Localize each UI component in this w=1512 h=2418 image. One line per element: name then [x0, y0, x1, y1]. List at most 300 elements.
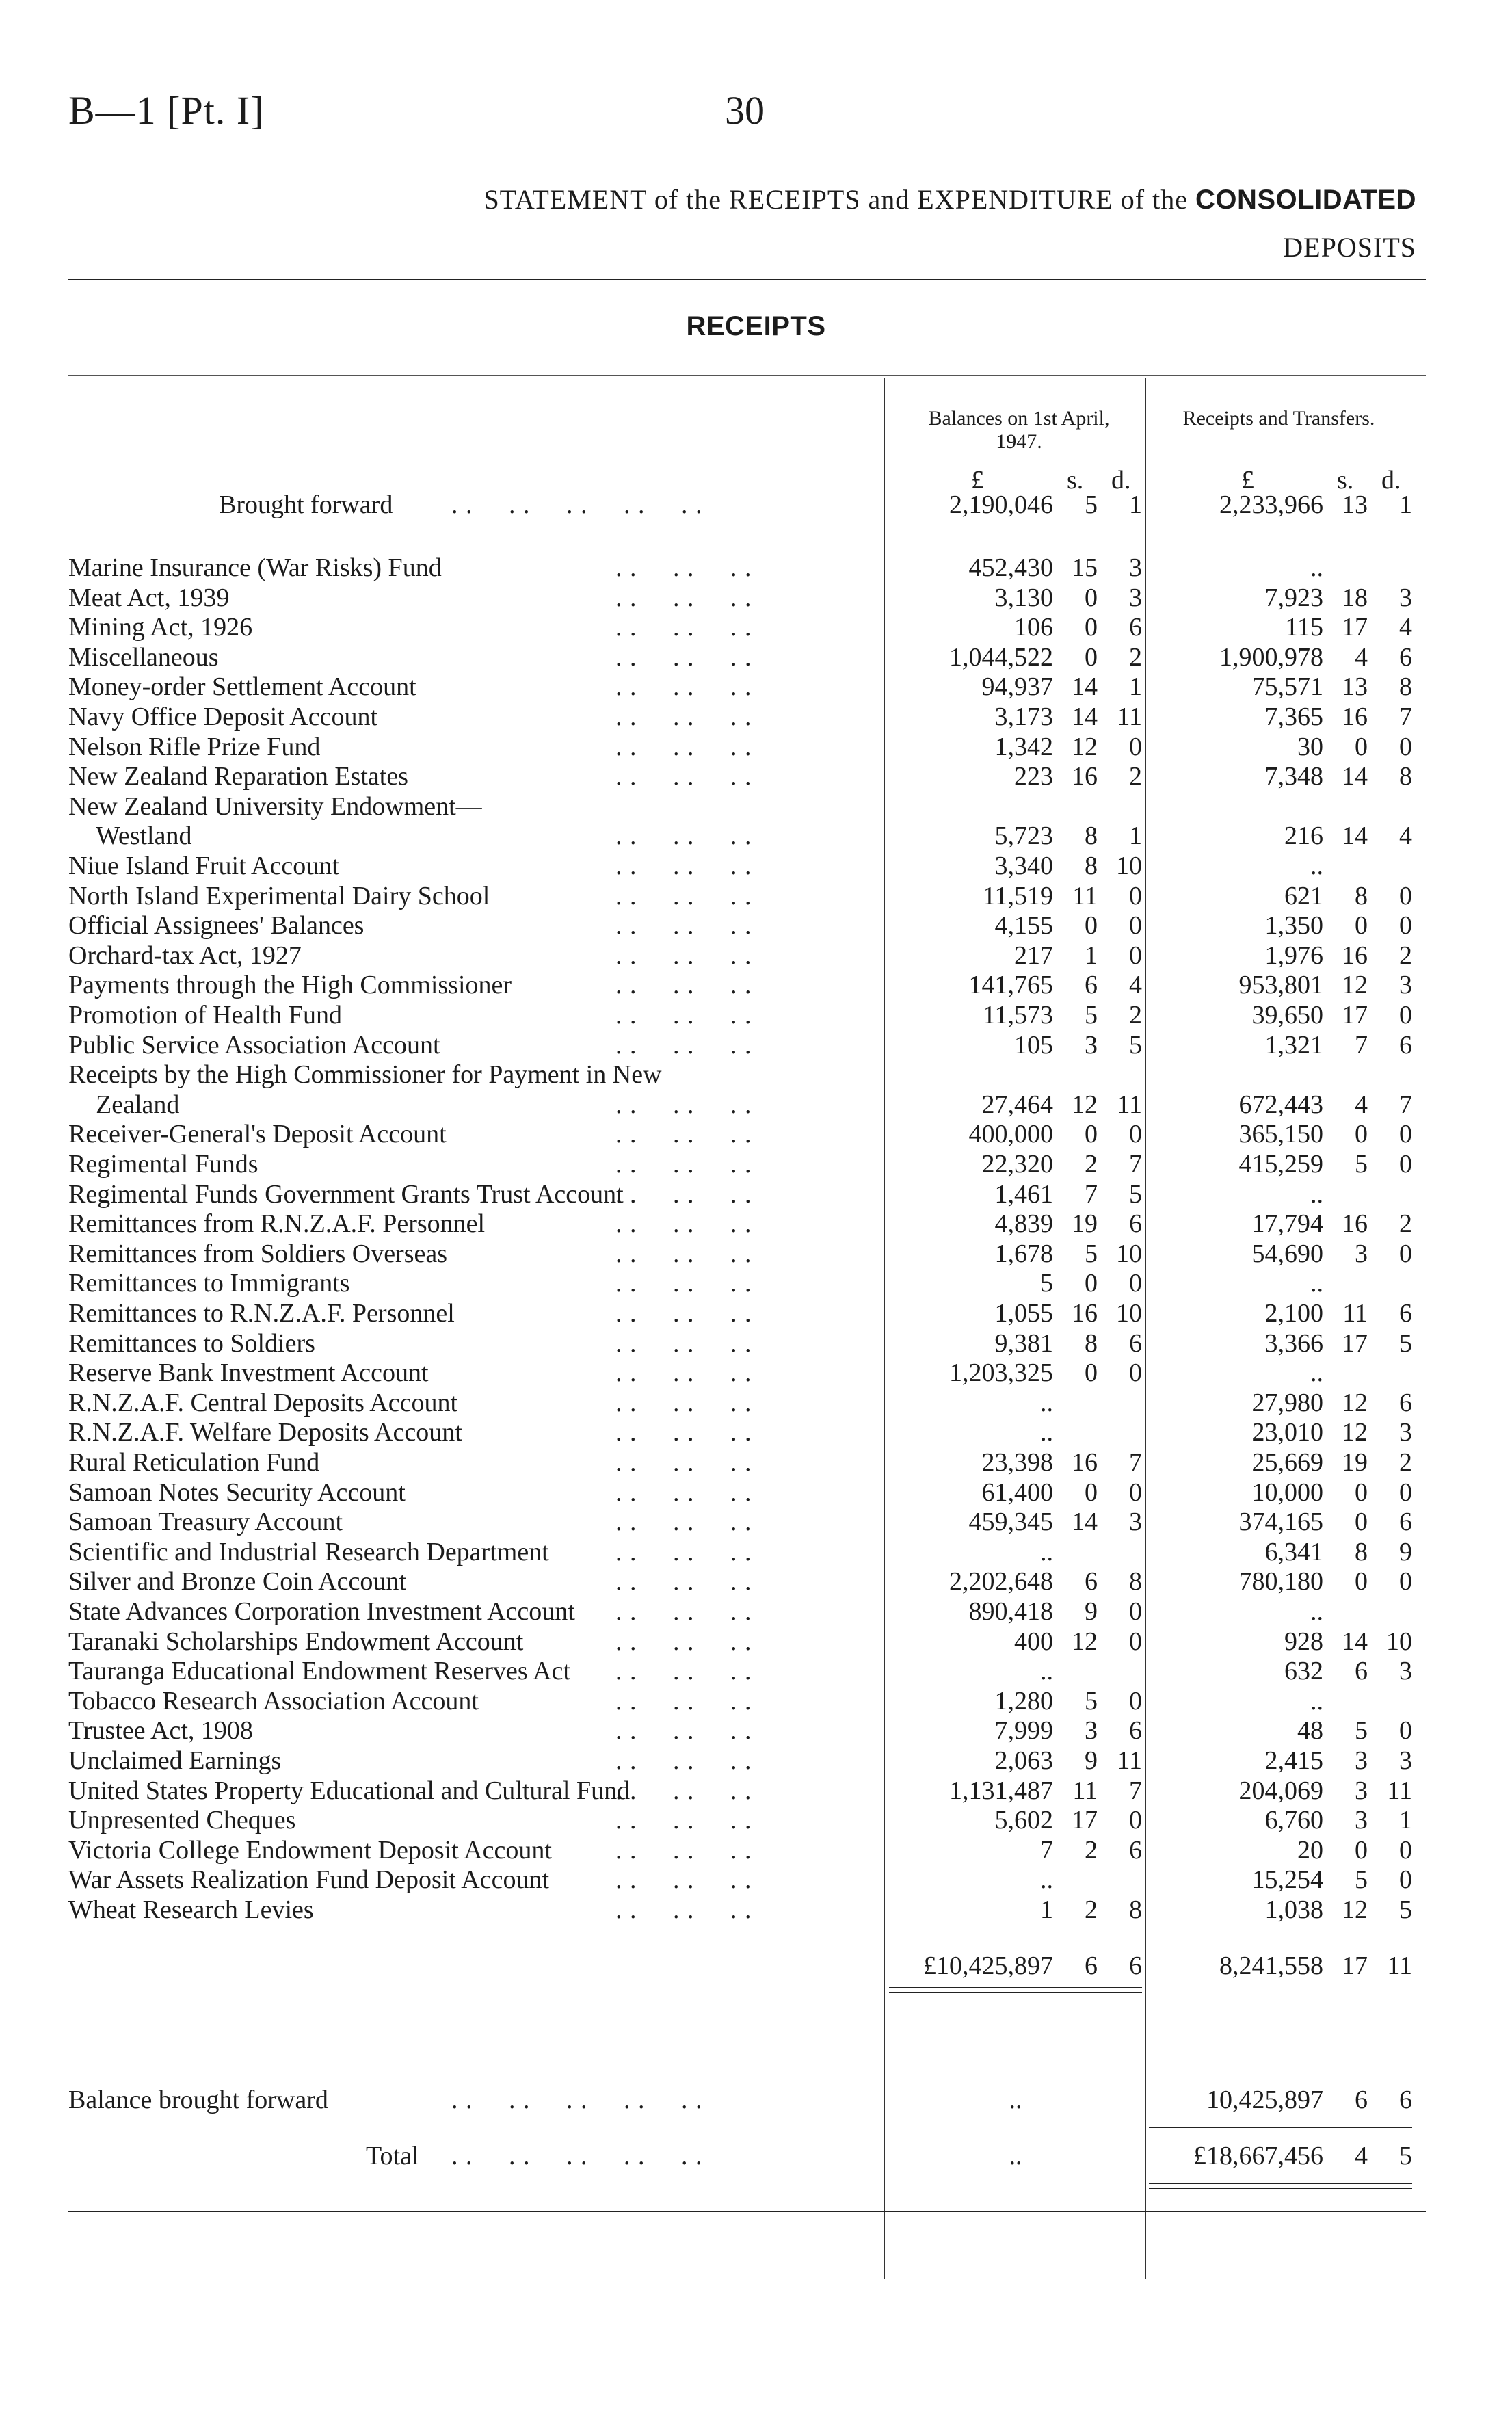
- balance-pence: 1: [1129, 672, 1142, 702]
- account-row: [0, 1268, 1512, 1298]
- account-label: Reserve Bank Investment Account: [68, 1358, 429, 1388]
- receipts-pence: 3: [1399, 1418, 1412, 1447]
- balance-shillings: 0: [1085, 1120, 1098, 1149]
- receipts-shillings: 0: [1355, 1508, 1368, 1537]
- receipts-shillings: 14: [1342, 822, 1368, 851]
- balance-shillings: 5: [1085, 1686, 1098, 1716]
- balance-shillings: 8: [1085, 1328, 1098, 1358]
- balances-pound-unit: £: [971, 466, 984, 495]
- account-row: [0, 583, 1512, 613]
- receipts-pounds: ..: [1310, 553, 1323, 582]
- statement-title-text: STATEMENT of the RECEIPTS and EXPENDITURE of the: [483, 184, 1195, 215]
- balance-shillings: 2: [1085, 1835, 1098, 1865]
- receipts-pounds: 1,350: [1264, 911, 1323, 941]
- balance-pence: 0: [1129, 881, 1142, 910]
- receipts-pence: 1: [1399, 1806, 1412, 1835]
- receipts-pounds: ..: [1310, 1358, 1323, 1388]
- balance-brought-forward-row: [0, 2085, 1512, 2115]
- receipts-shillings: 3: [1355, 1746, 1368, 1775]
- leader-dots: . . . . . . . . . .: [451, 2086, 703, 2114]
- receipts-shillings: 12: [1342, 1895, 1368, 1924]
- total-receipts-shillings: 17: [1342, 1952, 1368, 1980]
- balance-pence: 0: [1129, 1806, 1142, 1835]
- receipts-shillings: 7: [1355, 1030, 1368, 1060]
- leader-dots: . . . . . .: [615, 1388, 752, 1417]
- receipts-shillings: 16: [1342, 1209, 1368, 1239]
- receipts-pounds: 7,348: [1264, 762, 1323, 791]
- balance-shillings: 2: [1085, 1150, 1098, 1179]
- receipts-pounds: 621: [1284, 881, 1323, 910]
- account-label: Tobacco Research Association Account: [68, 1686, 479, 1716]
- receipts-pound-unit: £: [1241, 466, 1254, 495]
- balance-pence: 2: [1129, 642, 1142, 672]
- balance-pence: 6: [1129, 613, 1142, 642]
- balance-shillings: 14: [1072, 702, 1098, 731]
- account-label: Trustee Act, 1908: [68, 1716, 253, 1746]
- balance-pounds: 1,044,522: [949, 642, 1053, 672]
- receipts-pence: 11: [1387, 1776, 1412, 1805]
- account-row: [0, 1328, 1512, 1358]
- balance-pence: 0: [1129, 941, 1142, 970]
- receipts-shillings: 0: [1355, 1567, 1368, 1596]
- receipts-pounds: 632: [1284, 1657, 1323, 1686]
- balance-pence: 6: [1129, 1716, 1142, 1746]
- receipts-shillings: 17: [1342, 613, 1368, 642]
- balance-shillings: 17: [1072, 1806, 1098, 1835]
- statement-title-bold: CONSOLIDATED: [1195, 185, 1416, 215]
- leader-dots: . . . . . .: [615, 1806, 752, 1835]
- balance-pounds: ..: [1040, 1865, 1053, 1895]
- receipts-pounds: 2,415: [1264, 1746, 1323, 1775]
- receipts-shillings: 4: [1355, 1090, 1368, 1119]
- receipts-pounds: 30: [1297, 732, 1323, 761]
- leader-dots: . . . . . .: [615, 971, 752, 1000]
- receipts-pounds: 365,150: [1238, 1120, 1323, 1149]
- balance-shillings: 16: [1072, 762, 1098, 791]
- leader-dots: . . . . . .: [615, 1239, 752, 1268]
- account-row: [0, 1417, 1512, 1447]
- balance-shillings: 2: [1085, 1895, 1098, 1924]
- leader-dots: . . . . . .: [615, 1835, 752, 1865]
- receipts-pounds: 3,366: [1264, 1328, 1323, 1358]
- account-row: [0, 672, 1512, 702]
- balances-column-header: Balances on 1st April, 1947.: [928, 407, 1110, 453]
- balance-pounds: 11,519: [982, 881, 1053, 910]
- header-rule: [68, 279, 1426, 280]
- account-row: [0, 1716, 1512, 1746]
- account-label: Regimental Funds Government Grants Trust Account: [68, 1179, 624, 1209]
- statement-title-line2: DEPOSITS: [1283, 232, 1416, 263]
- account-label: Receiver-General's Deposit Account: [68, 1120, 447, 1149]
- balance-pence: 0: [1129, 732, 1142, 761]
- receipts-pounds: 2,100: [1264, 1299, 1323, 1328]
- receipts-pence: 5: [1399, 1328, 1412, 1358]
- account-row: [0, 1746, 1512, 1776]
- receipts-shillings: 12: [1342, 971, 1368, 1000]
- balance-pounds: 1,280: [994, 1686, 1053, 1716]
- leader-dots: . . . . . .: [615, 1090, 752, 1119]
- account-label: Orchard-tax Act, 1927: [68, 941, 302, 970]
- footer-rule: [68, 2211, 1426, 2212]
- balance-pence: 1: [1129, 822, 1142, 851]
- account-row: [0, 1507, 1512, 1537]
- account-label: Regimental Funds: [68, 1150, 258, 1179]
- balance-bf-shillings: 6: [1355, 2086, 1368, 2114]
- balance-pounds: 9,381: [994, 1328, 1053, 1358]
- leader-dots: . . . . . .: [615, 1120, 752, 1149]
- total-balance-shillings: 6: [1085, 1952, 1098, 1980]
- receipts-pounds: 17,794: [1251, 1209, 1323, 1239]
- receipts-pence: 2: [1399, 1209, 1412, 1239]
- balance-bf-pounds: 10,425,897: [1206, 2086, 1323, 2114]
- balance-pence: 7: [1129, 1150, 1142, 1179]
- account-label: Promotion of Health Fund: [68, 1001, 343, 1029]
- receipts-pounds: 953,801: [1238, 971, 1323, 1000]
- account-label: R.N.Z.A.F. Central Deposits Account: [68, 1388, 458, 1417]
- balance-shillings: 3: [1085, 1716, 1098, 1746]
- receipts-pence: 0: [1399, 1239, 1412, 1268]
- receipts-shillings: 6: [1355, 1657, 1368, 1686]
- receipts-pounds: 6,760: [1264, 1806, 1323, 1835]
- account-row: [0, 1776, 1512, 1806]
- account-row: [0, 553, 1512, 583]
- receipts-shillings: 5: [1355, 1716, 1368, 1746]
- balance-shillings: 9: [1085, 1746, 1098, 1775]
- receipts-pounds: 1,321: [1264, 1030, 1323, 1060]
- balance-shillings: 0: [1085, 583, 1098, 612]
- balance-pounds: 3,130: [994, 583, 1053, 612]
- balance-pounds: 5,602: [994, 1806, 1053, 1835]
- balance-pounds: 3,173: [994, 702, 1053, 731]
- balance-pence: 2: [1129, 762, 1142, 791]
- account-row: [0, 732, 1512, 762]
- balance-pounds: 23,398: [981, 1448, 1053, 1477]
- balance-shillings: 7: [1085, 1179, 1098, 1209]
- account-label: Scientific and Industrial Research Department: [68, 1537, 549, 1566]
- receipts-pounds: ..: [1310, 1179, 1323, 1209]
- balance-pounds: ..: [1040, 1418, 1053, 1447]
- balance-pounds: 400: [1014, 1627, 1053, 1656]
- balance-pence: 10: [1116, 852, 1142, 880]
- account-row: [0, 1805, 1512, 1835]
- account-label: Marine Insurance (War Risks) Fund: [68, 553, 442, 582]
- leader-dots: . . . . . . . . . .: [451, 2142, 703, 2170]
- account-label: United States Property Educational and Cultural Fund: [68, 1776, 631, 1805]
- receipts-shillings: 0: [1355, 1120, 1368, 1149]
- leader-dots: . . . . . .: [615, 1597, 752, 1626]
- balance-shillings: 15: [1072, 553, 1098, 582]
- balance-shillings: 12: [1072, 1627, 1098, 1656]
- receipts-pence: 6: [1399, 1388, 1412, 1417]
- receipts-pence: 0: [1399, 1477, 1412, 1507]
- receipts-pounds: 54,690: [1251, 1239, 1323, 1268]
- balance-pounds: 11,573: [982, 1001, 1053, 1029]
- balance-pounds: 223: [1014, 762, 1053, 791]
- balance-pence: 10: [1116, 1299, 1142, 1328]
- balance-pounds: ..: [1040, 1537, 1053, 1566]
- account-row: [0, 1179, 1512, 1209]
- account-label: Remittances to R.N.Z.A.F. Personnel: [68, 1299, 455, 1328]
- balance-shillings: 8: [1085, 852, 1098, 880]
- receipts-shillings: 4: [1355, 642, 1368, 672]
- receipts-pence: 0: [1399, 1865, 1412, 1895]
- receipts-shillings: 0: [1355, 1835, 1368, 1865]
- receipts-pence: 8: [1399, 762, 1412, 791]
- balance-pence: 8: [1129, 1895, 1142, 1924]
- account-row: [0, 1060, 1512, 1090]
- balance-bf-pence: 6: [1399, 2086, 1412, 2114]
- account-row: [0, 1030, 1512, 1060]
- account-row: [0, 941, 1512, 971]
- balance-pence: 0: [1129, 1597, 1142, 1626]
- receipts-pence: 6: [1399, 1508, 1412, 1537]
- balance-pounds: 890,418: [968, 1597, 1053, 1626]
- account-row: [0, 1627, 1512, 1657]
- balance-shillings: 16: [1072, 1299, 1098, 1328]
- receipts-pounds: 7,923: [1264, 583, 1323, 612]
- account-row: [0, 791, 1512, 822]
- balance-pence: 0: [1129, 1686, 1142, 1716]
- receipts-pounds: 374,165: [1238, 1508, 1323, 1537]
- balance-shillings: 5: [1085, 490, 1098, 519]
- receipts-pence: 0: [1399, 881, 1412, 910]
- balance-pounds: 7: [1040, 1835, 1053, 1865]
- grand-total-underline-2: [1149, 2188, 1412, 2189]
- receipts-pence: 0: [1399, 1716, 1412, 1746]
- balance-pounds: 1,461: [994, 1179, 1053, 1209]
- receipts-pence: 0: [1399, 1150, 1412, 1179]
- account-label: Victoria College Endowment Deposit Account: [68, 1835, 552, 1865]
- totals-row: [0, 1951, 1512, 1981]
- balance-shillings: 11: [1072, 881, 1098, 910]
- receipts-pounds: 928: [1284, 1627, 1323, 1656]
- balance-brought-forward-label: Balance brought forward: [68, 2086, 328, 2114]
- account-row: [0, 970, 1512, 1000]
- receipts-shillings: 14: [1342, 1627, 1368, 1656]
- account-label: Remittances from R.N.Z.A.F. Personnel: [68, 1209, 486, 1239]
- total-balance-pounds: £10,425,897: [923, 1952, 1053, 1980]
- account-row: [0, 612, 1512, 642]
- leader-dots: . . . . . .: [615, 1030, 752, 1060]
- balance-pence: 7: [1129, 1448, 1142, 1477]
- balance-pence: 0: [1129, 1627, 1142, 1656]
- balance-pounds: 141,765: [968, 971, 1053, 1000]
- account-label: Miscellaneous: [68, 642, 219, 672]
- receipts-pounds: 75,571: [1251, 672, 1323, 702]
- leader-dots: . . . . . .: [615, 672, 752, 702]
- grand-total-underline: [1149, 2183, 1412, 2184]
- balance-pence: 1: [1129, 490, 1142, 519]
- account-row: [0, 1686, 1512, 1716]
- leader-dots: . . . . . .: [615, 1508, 752, 1537]
- receipts-pence: 10: [1386, 1627, 1412, 1656]
- balance-pence: 6: [1129, 1209, 1142, 1239]
- account-row: [0, 1566, 1512, 1596]
- account-row: [0, 1298, 1512, 1328]
- receipts-shillings: 13: [1342, 490, 1368, 519]
- balance-pence: 2: [1129, 1001, 1142, 1029]
- leader-dots: . . . . . .: [615, 1358, 752, 1388]
- account-row: [0, 1119, 1512, 1149]
- brought-forward-label: Brought forward: [219, 490, 393, 519]
- account-row: [0, 1596, 1512, 1627]
- account-label: Wheat Research Levies: [68, 1895, 314, 1924]
- account-row: [0, 1835, 1512, 1865]
- total-receipts-pounds: 8,241,558: [1219, 1952, 1323, 1980]
- account-row: [0, 1388, 1512, 1418]
- leader-dots: . . . . . .: [615, 1567, 752, 1596]
- account-label: New Zealand Reparation Estates: [68, 762, 408, 791]
- account-label: Meat Act, 1939: [68, 583, 230, 612]
- balance-total-underline-2: [889, 1992, 1142, 1993]
- account-row: [0, 821, 1512, 851]
- balance-pence: 8: [1129, 1567, 1142, 1596]
- receipts-shillings: 8: [1355, 1537, 1368, 1566]
- receipts-shillings: 11: [1342, 1299, 1368, 1328]
- receipts-pence: 6: [1399, 642, 1412, 672]
- total-balance-pence: 6: [1129, 1952, 1142, 1980]
- balance-total-underline: [889, 1987, 1142, 1988]
- leader-dots: . . . . . .: [615, 613, 752, 642]
- account-row: [0, 1149, 1512, 1179]
- receipts-pence: 4: [1399, 822, 1412, 851]
- statement-title: [483, 183, 1416, 215]
- account-label: Samoan Treasury Account: [68, 1508, 343, 1537]
- leader-dots: . . . . . .: [615, 1716, 752, 1746]
- account-row: [0, 1895, 1512, 1925]
- leader-dots: . . . . . .: [615, 1328, 752, 1358]
- leader-dots: . . . . . .: [615, 1209, 752, 1239]
- document-reference: B—1 [Pt. I]: [68, 88, 265, 133]
- account-row: [0, 910, 1512, 941]
- account-label: Nelson Rifle Prize Fund: [68, 732, 321, 761]
- balance-pounds: 217: [1014, 941, 1053, 970]
- balance-shillings: 14: [1072, 672, 1098, 702]
- account-row: [0, 1090, 1512, 1120]
- receipts-pence: 0: [1399, 911, 1412, 941]
- balance-shillings: 12: [1072, 732, 1098, 761]
- account-label: Tauranga Educational Endowment Reserves Act: [68, 1657, 570, 1686]
- receipts-pounds: 1,038: [1264, 1895, 1323, 1924]
- balance-pounds: 7,999: [994, 1716, 1053, 1746]
- receipts-pence: 1: [1399, 490, 1412, 519]
- receipts-pence: 2: [1399, 941, 1412, 970]
- receipts-shillings: 16: [1342, 941, 1368, 970]
- leader-dots: . . . . . .: [615, 1746, 752, 1775]
- grand-total-pence: 5: [1399, 2142, 1412, 2170]
- account-label: Navy Office Deposit Account: [68, 702, 378, 731]
- account-label: Rural Reticulation Fund: [68, 1448, 320, 1477]
- leader-dots: . . . . . .: [615, 702, 752, 731]
- leader-dots: . . . . . .: [615, 1448, 752, 1477]
- receipts-pounds: 672,443: [1238, 1090, 1323, 1119]
- balance-pence: 3: [1129, 1508, 1142, 1537]
- leader-dots: . . . . . .: [615, 1657, 752, 1686]
- leader-dots: . . . . . .: [615, 822, 752, 851]
- balance-pence: 6: [1129, 1835, 1142, 1865]
- receipts-pence: 2: [1399, 1448, 1412, 1477]
- balance-shillings: 14: [1072, 1508, 1098, 1537]
- receipts-pence-unit: d.: [1381, 466, 1401, 495]
- balance-pounds: 1,055: [994, 1299, 1053, 1328]
- account-row: [0, 642, 1512, 672]
- balance-pence: 3: [1129, 553, 1142, 582]
- receipts-shillings: 5: [1355, 1865, 1368, 1895]
- receipts-pounds: 204,069: [1238, 1776, 1323, 1805]
- account-row: [0, 1447, 1512, 1477]
- balance-pounds: 5,723: [994, 822, 1053, 851]
- account-label: R.N.Z.A.F. Welfare Deposits Account: [68, 1418, 462, 1447]
- receipts-pounds: 2,233,966: [1219, 490, 1323, 519]
- leader-dots: . . . . . .: [615, 1776, 752, 1805]
- account-row: [0, 702, 1512, 732]
- receipts-pence: 3: [1399, 971, 1412, 1000]
- receipts-shillings: 0: [1355, 732, 1368, 761]
- receipts-pounds: 1,976: [1264, 941, 1323, 970]
- balance-shillings: 6: [1085, 971, 1098, 1000]
- leader-dots: . . . . . .: [615, 1179, 752, 1209]
- account-label: North Island Experimental Dairy School: [68, 881, 490, 910]
- account-label: New Zealand University Endowment—: [68, 791, 482, 821]
- balance-pence: 3: [1129, 583, 1142, 612]
- balance-pence: 4: [1129, 971, 1142, 1000]
- balance-shillings: 9: [1085, 1597, 1098, 1626]
- leader-dots: . . . . . .: [615, 911, 752, 941]
- balance-shillings: 0: [1085, 642, 1098, 672]
- leader-dots: . . . . . .: [615, 1001, 752, 1029]
- leader-dots: . . . . . .: [615, 1895, 752, 1924]
- receipts-shillings: 17: [1342, 1328, 1368, 1358]
- grand-total-balance: ..: [1009, 2142, 1022, 2170]
- leader-dots: . . . . . .: [615, 642, 752, 672]
- balance-shillings: 0: [1085, 613, 1098, 642]
- leader-dots: . . . . . .: [615, 732, 752, 761]
- receipts-pounds: 39,650: [1251, 1001, 1323, 1029]
- balance-pounds: 2,063: [994, 1746, 1053, 1775]
- brought-forward-row: [0, 490, 1512, 520]
- receipts-pence: 0: [1399, 1120, 1412, 1149]
- receipts-pounds: ..: [1310, 1686, 1323, 1716]
- balance-pounds: 22,320: [981, 1150, 1053, 1179]
- balance-pence: 11: [1117, 1090, 1142, 1119]
- receipts-shilling-unit: s.: [1337, 466, 1354, 495]
- leader-dots: . . . . . .: [615, 1418, 752, 1447]
- balance-shillings: 0: [1085, 1269, 1098, 1298]
- receipts-pounds: 415,259: [1238, 1150, 1323, 1179]
- account-label: Unpresented Cheques: [68, 1806, 296, 1835]
- account-label: Remittances from Soldiers Overseas: [68, 1239, 448, 1268]
- account-label: Payments through the High Commissioner: [68, 971, 512, 1000]
- page-number: 30: [725, 88, 765, 133]
- balance-pounds: 1,203,325: [949, 1358, 1053, 1388]
- balance-shillings: 5: [1085, 1001, 1098, 1029]
- receipts-pence: 0: [1399, 1001, 1412, 1029]
- balance-pence: 0: [1129, 911, 1142, 941]
- receipts-pounds: 7,365: [1264, 702, 1323, 731]
- receipts-pence: 7: [1399, 702, 1412, 731]
- receipts-shillings: 8: [1355, 881, 1368, 910]
- account-row: [0, 1477, 1512, 1508]
- balance-pounds: 2,202,648: [949, 1567, 1053, 1596]
- balance-pence: 10: [1116, 1239, 1142, 1268]
- balance-pounds: 94,937: [981, 672, 1053, 702]
- balance-pounds: 105: [1014, 1030, 1053, 1060]
- leader-dots: . . . . . .: [615, 1627, 752, 1656]
- receipts-pounds: ..: [1310, 852, 1323, 880]
- receipts-pence: 7: [1399, 1090, 1412, 1119]
- receipts-pounds: 15,254: [1251, 1865, 1323, 1895]
- balance-pounds: 2,190,046: [949, 490, 1053, 519]
